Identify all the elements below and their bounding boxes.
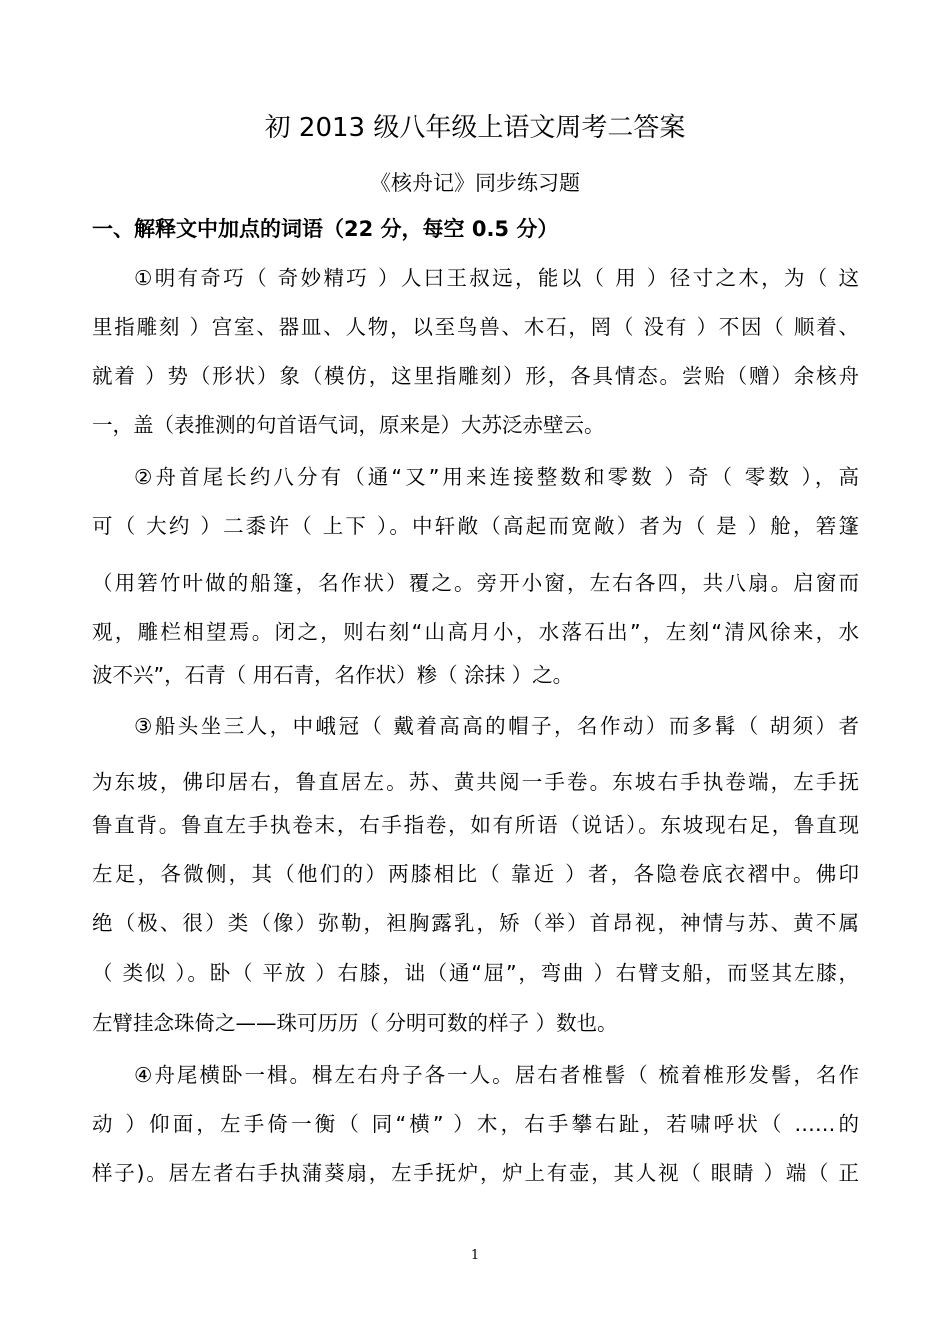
- text-line: ③船头坐三人，中峨冠（ 戴着高高的帽子，名作动）而多髯（ 胡须）者: [134, 714, 859, 738]
- text-line: 左足，各微侧，其（他们的）两膝相比（ 靠近 ）者，各隐卷底衣褶中。佛印: [92, 862, 859, 886]
- text-line: ②舟首尾长约八分有（通“又”用来连接整数和零数 ）奇（ 零数 ），高: [134, 465, 859, 489]
- document-subtitle: 《核舟记》同步练习题: [370, 171, 580, 195]
- text-line: 绝（极、很）类（像）弥勒，袒胸露乳，矫（举）首昂视，神情与苏、黄不属: [92, 911, 859, 935]
- text-line: 就着 ）势（形状）象（模仿，这里指雕刻）形，各具情态。尝贻（赠）余核舟: [92, 364, 859, 388]
- text-line: 可（ 大约 ）二黍许（ 上下 ）。中轩敞（高起而宽敞）者为（ 是 ）舱，箬篷: [92, 514, 859, 538]
- text-line: 为东坡，佛印居右，鲁直居左。苏、黄共阅一手卷。东坡右手执卷端，左手抚: [92, 770, 859, 794]
- text-line: （ 类似 ）。卧（ 平放 ）右膝，诎（通“屈”，弯曲 ）右臂支船，而竖其左膝，: [92, 961, 859, 985]
- page-number: 1: [470, 1248, 480, 1263]
- text-line: 样子)。居左者右手执蒲葵扇，左手抚炉，炉上有壶，其人视（ 眼睛 ）端（ 正: [92, 1161, 859, 1185]
- text-line: 波不兴”，石青（ 用石青，名作状）糁（ 涂抹 ）之。: [92, 663, 574, 687]
- text-line: 里指雕刻 ）宫室、器皿、人物，以至鸟兽、木石，罔（ 没有 ）不因（ 顺着、: [92, 315, 859, 339]
- text-line: ④舟尾横卧一楫。楫左右舟子各一人。居右者椎髻（ 梳着椎形发髻，名作: [134, 1063, 859, 1087]
- text-line: 观，雕栏相望焉。闭之，则右刻“山高月小，水落石出”，左刻“清风徐来，水: [92, 620, 859, 644]
- text-line: 动 ）仰面，左手倚一衡（ 同“横” ）木，右手攀右趾，若啸呼状（ ……的: [92, 1112, 859, 1136]
- text-line: 鲁直背。鲁直左手执卷末，右手指卷，如有所语（说话）。东坡现右足，鲁直现: [92, 813, 859, 837]
- text-line: 左臂挂念珠倚之——珠可历历（ 分明可数的样子 ）数也。: [92, 1011, 618, 1035]
- text-line: ①明有奇巧（ 奇妙精巧 ）人曰王叔远，能以（ 用 ）径寸之木，为（ 这: [134, 266, 859, 290]
- section-heading: 一、解释文中加点的词语（22 分，每空 0.5 分）: [92, 217, 559, 241]
- document-title: 初 2013 级八年级上语文周考二答案: [264, 113, 686, 143]
- text-line: 一，盖（表推测的句首语气词，原来是）大苏泛赤壁云。: [92, 413, 605, 437]
- text-line: （用箬竹叶做的船篷，名作状）覆之。旁开小窗，左右各四，共八扇。启窗而: [92, 571, 859, 595]
